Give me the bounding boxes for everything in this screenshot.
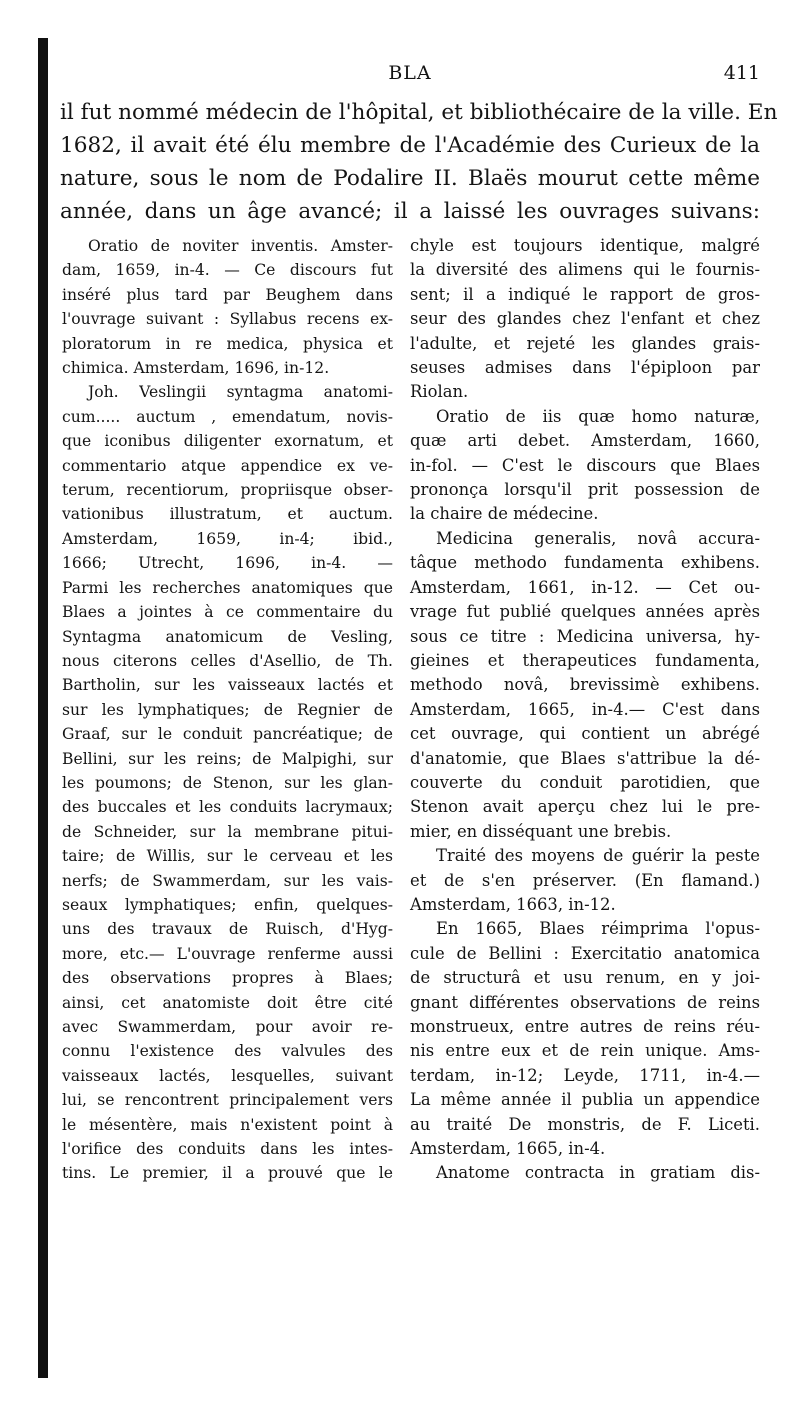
text-line: monstrueux, entre autres de reins réu- [410,1017,760,1036]
text-line: taire; de Willis, sur le cerveau et les [62,847,393,866]
text-line: connu l'existence des valvules des [62,1042,393,1061]
intro-line: 1682, il avait été élu membre de l'Académie des Curieux de la [60,133,760,158]
text-line: Joh. Veslingii syntagma anatomi- [88,383,393,402]
text-line: La même année il publia un appendice [410,1090,760,1110]
text-line: sur les lymphatiques; de Regnier de [62,700,393,719]
text-line: gieines et therapeutices fundamenta, [410,650,760,670]
text-line: Graaf, sur le conduit pancréatique; de [62,725,393,744]
text-line: Anatome contracta in gratiam dis- [436,1163,760,1183]
text-line: seaux lymphatiques; enfin, quelques- [62,895,393,914]
text-line: more, etc.— L'ouvrage renferme aussi [62,944,393,963]
text-line: Parmi les recherches anatomiques que [62,578,393,597]
text-line: nerfs; de Swammerdam, sur les vais- [62,871,393,890]
text-line: tins. Le premier, il a prouvé que le [62,1164,393,1183]
text-line: Riolan. [410,382,469,402]
text-line: Oratio de noviter inventis. Amster- [88,237,393,255]
text-line: nis entre eux et de rein unique. Ams- [410,1041,760,1061]
text-line: terum, recentiorum, propriisque obser- [62,481,393,500]
text-line: cum..... auctum , emendatum, novis- [62,407,393,426]
text-line: et de s'en préserver. (En flamand.) [410,870,760,890]
text-line: des observations propres à Blaes; [62,969,393,988]
text-line: 1666; Utrecht, 1696, in-4. — [62,554,393,573]
text-line: de Schneider, sur la membrane pitui- [62,822,393,841]
text-line: d'anatomie, que Blaes s'attribue la dé- [410,748,760,768]
text-line: couverte du conduit parotidien, que [410,772,760,792]
text-line: vationibus illustratum, et auctum. [62,505,393,524]
text-line: que iconibus diligenter exornatum, et [62,432,393,451]
text-line: de structurâ et usu renum, en y joi- [410,968,760,988]
text-line: prononça lorsqu'il prit possession de [410,480,760,500]
text-line: Amsterdam, 1659, in-4; ibid., [62,529,393,548]
text-line: chimica. Amsterdam, 1696, in-12. [62,359,330,378]
text-line: le mésentère, mais n'existent point à [62,1115,393,1134]
text-line: ploratorum in re medica, physica et [62,334,393,353]
text-line: Oratio de iis quæ homo naturæ, [436,406,760,426]
text-line: inséré plus tard par Beughem dans [62,285,393,304]
text-line: En 1665, Blaes réimprima l'opus- [436,919,760,939]
text-line: terdam, in-12; Leyde, 1711, in-4.— [410,1065,760,1085]
text-line: Amsterdam, 1661, in-12. — Cet ou- [410,577,760,597]
text-line: la chaire de médecine. [410,504,599,524]
text-line: sous ce titre : Medicina universa, hy- [410,626,760,646]
text-line: Amsterdam, 1663, in-12. [410,894,616,914]
text-line: chyle est toujours identique, malgré [410,236,760,255]
text-line: vrage fut publié quelques années après [410,602,760,622]
intro-line: nature, sous le nom de Podalire II. Blaës mourut cette même [60,166,760,191]
text-line: Syntagma anatomicum de Vesling, [62,627,393,646]
page-header [60,62,760,90]
text-line: vaisseaux lactés, lesquelles, suivant [62,1066,393,1085]
text-line: seuses admises dans l'épiploon par [410,358,760,378]
text-line: l'adulte, et rejeté les glandes grais- [410,333,760,353]
text-line: methodo novâ, brevissimè exhibens. [410,675,760,695]
right-column [410,234,760,1186]
text-line: Bellini, sur les reins; de Malpighi, sur [62,749,393,768]
text-line: mier, en disséquant une brebis. [410,821,672,841]
binding-edge [38,38,48,1378]
text-line: Traité des moyens de guérir la peste [436,846,760,866]
text-line: l'ouvrage suivant : Syllabus recens ex- [62,310,393,329]
text-line: au traité De monstris, de F. Liceti. [410,1114,760,1134]
text-line: l'orifice des conduits dans les intes- [62,1140,393,1159]
text-line: seur des glandes chez l'enfant et chez [410,309,760,329]
text-line: uns des travaux de Ruisch, d'Hyg- [62,920,393,939]
page-number: 411 [723,62,760,84]
text-line: la diversité des alimens qui le fournis- [410,260,760,280]
text-line: dam, 1659, in-4. — Ce discours fut [62,261,393,280]
text-line: commentario atque appendice ex ve- [62,456,393,475]
intro-line: il fut nommé médecin de l'hôpital, et bibliothécaire de la ville. En [60,100,778,125]
intro-line: année, dans un âge avancé; il a laissé les ouvrages suivans: [60,199,760,224]
text-line: gnant différentes observations de reins [410,992,760,1012]
text-line: les poumons; de Stenon, sur les glan- [62,773,393,792]
text-line: Bartholin, sur les vaisseaux lactés et [62,676,393,695]
text-line: cule de Bellini : Exercitatio anatomica [410,943,760,963]
text-line: tâque methodo fundamenta exhibens. [410,553,760,573]
text-line: Amsterdam, 1665, in-4.— C'est dans [410,699,760,719]
text-line: nous citerons celles d'Asellio, de Th. [62,651,393,670]
running-head: BLA [388,62,432,84]
text-line: Blaes a jointes à ce commentaire du [62,603,393,622]
text-line: cet ouvrage, qui contient un abrégé [410,724,760,744]
text-line: Stenon avait aperçu chez lui le pre- [410,797,760,817]
text-line: in-fol. — C'est le discours que Blaes [410,455,760,475]
left-column [62,234,393,1186]
text-line: des buccales et les conduits lacrymaux; [62,798,393,817]
intro-paragraph [60,96,778,228]
text-line: ainsi, cet anatomiste doit être cité [62,993,393,1012]
text-line: Medicina generalis, novâ accura- [436,528,760,548]
text-line: Amsterdam, 1665, in-4. [410,1139,606,1159]
text-line: avec Swammerdam, pour avoir re- [62,1018,393,1036]
text-line: lui, se rencontrent principalement vers [62,1091,393,1110]
text-line: quæ arti debet. Amsterdam, 1660, [410,431,760,451]
text-line: sent; il a indiqué le rapport de gros- [410,284,760,304]
